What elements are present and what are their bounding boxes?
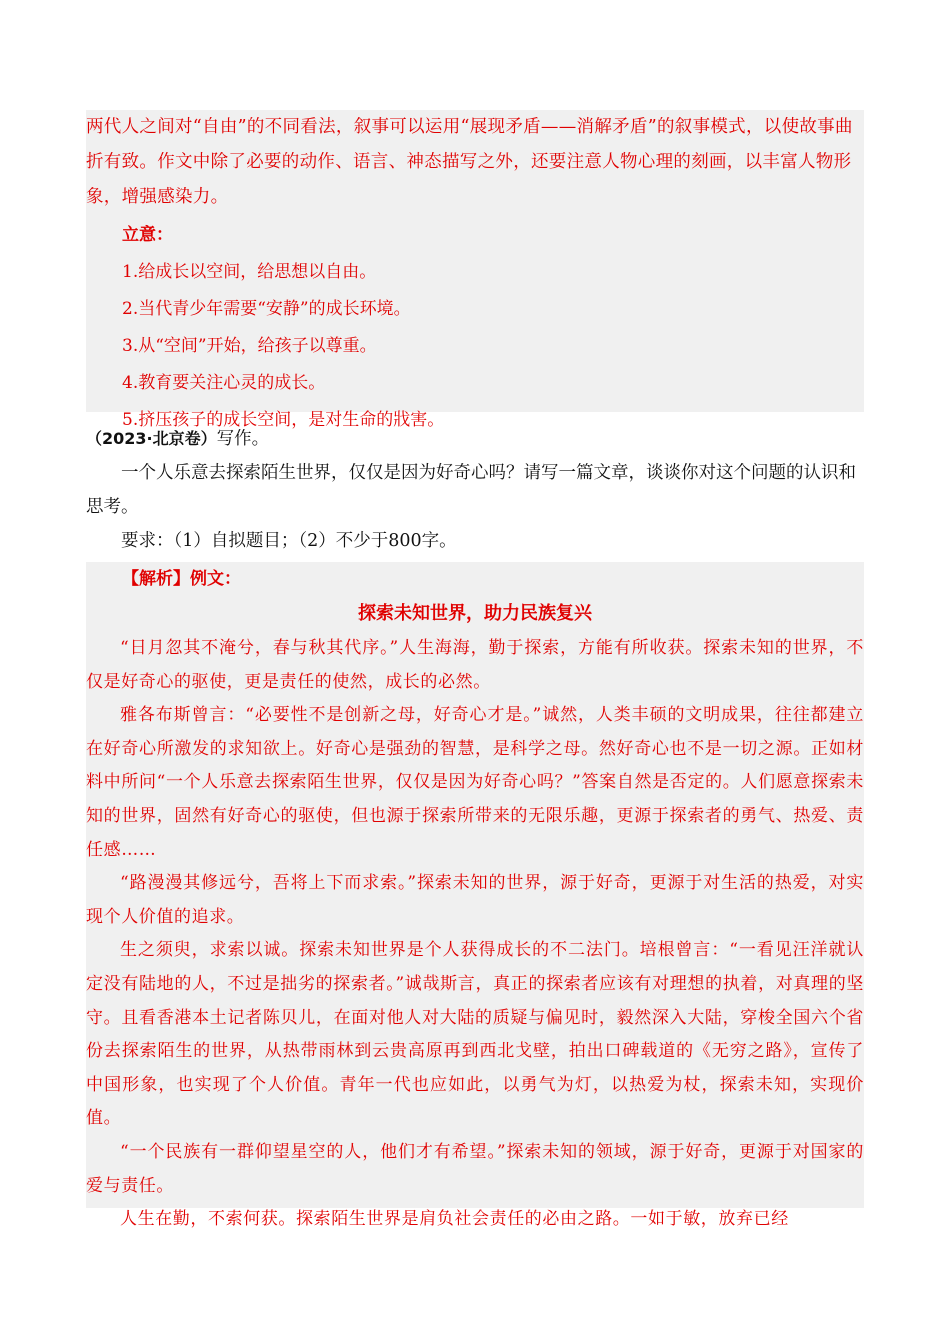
analysis-paragraph: 两代人之间对“自由”的不同看法，叙事可以运用“展现矛盾——消解矛盾”的叙事模式，以使故事曲折有致。作文中除了必要的动作、语言、神态描写之外，还要注意人物心理的刻画，以丰富人物形象，增强感染力。: [86, 117, 853, 207]
essay-paragraph-2: 雅各布斯曾言：“必要性不是创新之母，好奇心才是。”诚然，人类丰硕的文明成果，往往都建立在好奇心所激发的求知欲上。好奇心是强劲的智慧，是科学之母。然好奇心也不是一切之源。正如材料中所问“一个人乐意去探索陌生世界，仅仅是因为好奇心吗？”答案自然是否定的。人们愿意探索未知的世界，固然有好奇心的驱使，但也源于探索所带来的无限乐趣，更源于探索者的勇气、热爱、责任感……: [86, 705, 864, 860]
question-source: （2023·北京卷）: [86, 429, 217, 448]
essay-paragraph-3: “路漫漫其修远兮，吾将上下而求索。”探索未知的世界，源于好奇，更源于对生活的热爱，对实现个人价值的追求。: [86, 873, 864, 927]
question-task: 写作。: [216, 429, 270, 449]
essay-title: 探索未知世界，助力民族复兴: [358, 603, 592, 624]
theme-item-4: 4.教育要关注心灵的成长。: [122, 373, 326, 393]
essay-paragraph-4: 生之须臾，求索以诚。探索未知世界是个人获得成长的不二法门。培根曾言：“一看见汪洋就认定没有陆地的人，不过是拙劣的探索者。”诚哉斯言，真正的探索者应该有对理想的执着，对真理的坚守。且看香港本土记者陈贝儿，在面对他人对大陆的质疑与偏见时，毅然深入大陆，穿梭全国六个省份去探索陌生的世界，从热带雨林到云贵高原再到西北戈壁，拍出口碑载道的《无穷之路》，宣传了中国形象，也实现了个人价值。青年一代也应如此，以勇气为灯，以热爱为杖，探索未知，实现价值。: [86, 940, 864, 1129]
question-header: [86, 422, 864, 456]
question-prompt: 一个人乐意去探索陌生世界，仅仅是因为好奇心吗？请写一篇文章，谈谈你对这个问题的认识和思考。: [86, 463, 856, 517]
theme-item-1: 1.给成长以空间，给思想以自由。: [122, 262, 377, 282]
essay-paragraph-5: “一个民族有一群仰望星空的人，他们才有希望。”探索未知的领域，源于好奇，更源于对国家的爱与责任。: [86, 1141, 864, 1196]
analysis-label: 【解析】例文：: [122, 569, 241, 589]
analysis-continuation-block: [86, 110, 864, 430]
essay-paragraph-1: “日月忽其不淹兮，春与秋其代序。”人生海海，勤于探索，方能有所收获。探索未知的世界，不仅是好奇心的驱使，更是责任的使然，成长的必然。: [86, 638, 864, 692]
theme-item-5: 5.挤压孩子的成长空间，是对生命的戕害。: [122, 410, 445, 430]
example-essay-block: [86, 562, 864, 1230]
theme-heading: 立意：: [122, 225, 173, 245]
theme-item-2: 2.当代青少年需要“安静”的成长环境。: [122, 299, 411, 319]
question-block: [86, 422, 864, 558]
question-requirement: 要求：（1）自拟题目；（2）不少于800字。: [121, 531, 457, 551]
essay-paragraph-6: 人生在勤，不索何获。探索陌生世界是肩负社会责任的必由之路。一如于敏，放弃已经: [120, 1209, 789, 1230]
theme-item-3: 3.从“空间”开始，给孩子以尊重。: [122, 336, 377, 356]
